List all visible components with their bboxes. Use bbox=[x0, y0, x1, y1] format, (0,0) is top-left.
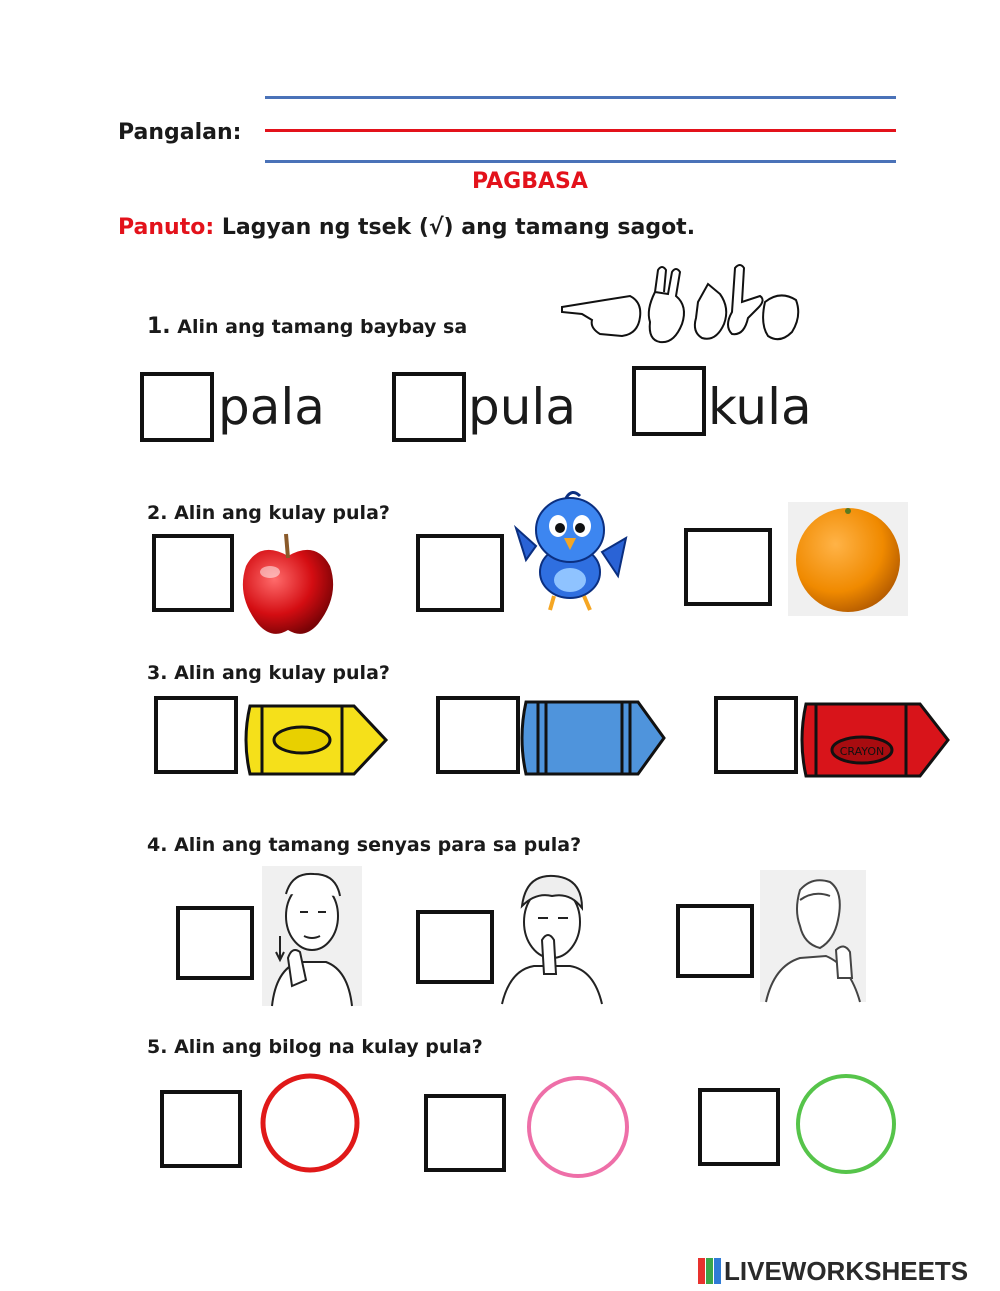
question-5-number: 5. bbox=[147, 1036, 168, 1058]
sign-b-icon bbox=[500, 870, 604, 1008]
liveworksheets-logo-text: LIVEWORKSHEETS bbox=[724, 1256, 969, 1286]
question-1-number: 1. bbox=[147, 314, 171, 339]
q1-option-3: kula bbox=[708, 378, 812, 436]
instruction bbox=[118, 215, 695, 240]
question-1 bbox=[147, 314, 467, 339]
name-line-bottom bbox=[265, 160, 896, 163]
question-3-text: Alin ang kulay pula? bbox=[174, 662, 390, 684]
q2-checkbox-1[interactable] bbox=[152, 534, 234, 612]
q3-checkbox-2[interactable] bbox=[436, 696, 520, 774]
page-title: PAGBASA bbox=[472, 169, 588, 194]
fingerspelling-hands-icon bbox=[560, 262, 805, 350]
name-line-middle bbox=[265, 129, 896, 132]
sign-a-icon bbox=[262, 866, 362, 1006]
crayon-label: CRAYON bbox=[839, 745, 885, 758]
q5-checkbox-3[interactable] bbox=[698, 1088, 780, 1166]
question-4-text: Alin ang tamang senyas para sa pula? bbox=[174, 834, 582, 856]
question-2-number: 2. bbox=[147, 502, 168, 524]
pink-circle-icon bbox=[524, 1074, 632, 1180]
question-4-number: 4. bbox=[147, 834, 168, 856]
apple-icon bbox=[240, 530, 336, 638]
q3-checkbox-3[interactable] bbox=[714, 696, 798, 774]
q5-checkbox-1[interactable] bbox=[160, 1090, 242, 1168]
q5-checkbox-2[interactable] bbox=[424, 1094, 506, 1172]
q2-checkbox-3[interactable] bbox=[684, 528, 772, 606]
question-2 bbox=[147, 502, 390, 524]
instruction-label: Panuto: bbox=[118, 215, 215, 240]
red-crayon-icon bbox=[800, 700, 950, 780]
question-3 bbox=[147, 662, 390, 684]
sign-c-icon bbox=[760, 870, 866, 1002]
yellow-crayon-icon bbox=[242, 702, 388, 778]
question-5-text: Alin ang bilog na kulay pula? bbox=[174, 1036, 483, 1058]
q1-option-2: pula bbox=[468, 378, 576, 436]
q1-checkbox-3[interactable] bbox=[632, 366, 706, 436]
q1-checkbox-2[interactable] bbox=[392, 372, 466, 442]
name-line-top bbox=[265, 96, 896, 99]
q4-checkbox-2[interactable] bbox=[416, 910, 494, 984]
blue-crayon-icon bbox=[520, 698, 666, 778]
question-1-text: Alin ang tamang baybay sa bbox=[177, 316, 468, 338]
question-2-text: Alin ang kulay pula? bbox=[174, 502, 390, 524]
q1-option-1: pala bbox=[218, 378, 325, 436]
name-label: Pangalan: bbox=[118, 120, 242, 145]
red-circle-icon bbox=[258, 1072, 362, 1174]
q4-checkbox-1[interactable] bbox=[176, 906, 254, 980]
question-4 bbox=[147, 834, 581, 856]
green-circle-icon bbox=[794, 1072, 898, 1176]
bird-icon bbox=[514, 490, 628, 616]
q2-checkbox-2[interactable] bbox=[416, 534, 504, 612]
q4-checkbox-3[interactable] bbox=[676, 904, 754, 978]
question-3-number: 3. bbox=[147, 662, 168, 684]
orange-icon bbox=[790, 504, 906, 614]
liveworksheets-logo-icon bbox=[698, 1258, 722, 1284]
question-5 bbox=[147, 1036, 483, 1058]
q3-checkbox-1[interactable] bbox=[154, 696, 238, 774]
q1-checkbox-1[interactable] bbox=[140, 372, 214, 442]
instruction-text: Lagyan ng tsek (√) ang tamang sagot. bbox=[221, 215, 696, 240]
